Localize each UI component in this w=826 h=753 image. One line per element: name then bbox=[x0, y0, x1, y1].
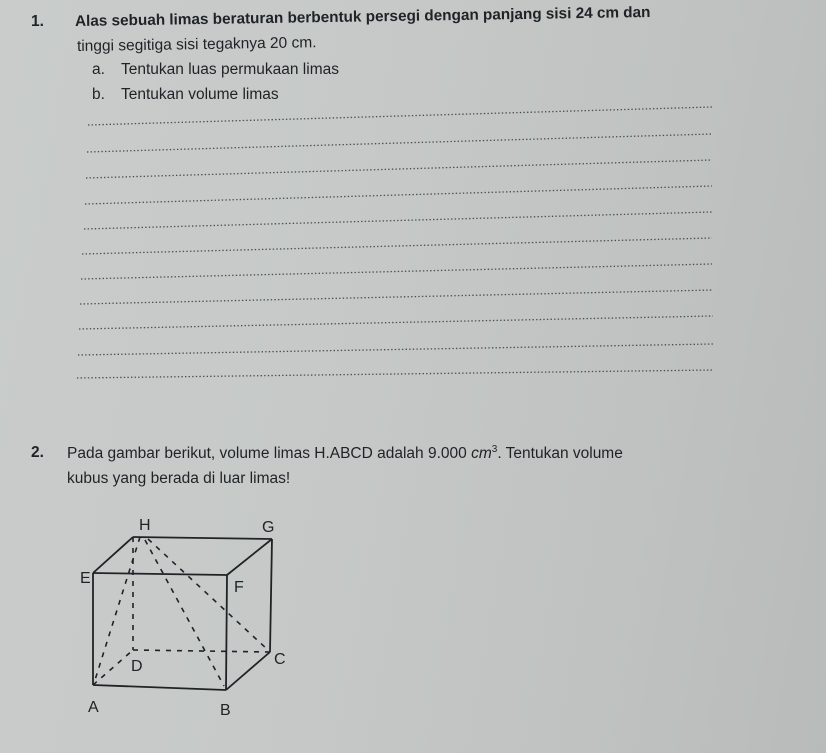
answer-line bbox=[78, 344, 713, 355]
answer-line bbox=[80, 290, 713, 304]
vertex-label-e: E bbox=[80, 570, 91, 587]
vertex-label-h: H bbox=[139, 517, 151, 534]
vertex-label-a: A bbox=[88, 699, 99, 716]
vertex-label-b: B bbox=[220, 702, 231, 719]
volume-unit-exponent: 3 bbox=[491, 444, 498, 455]
question-1a-label: a. bbox=[92, 61, 105, 78]
cube-pyramid-figure bbox=[70, 505, 330, 720]
question-1b-text: Tentukan volume limas bbox=[121, 86, 279, 103]
volume-value: 9.000 bbox=[427, 445, 467, 463]
edge-fb bbox=[226, 575, 227, 690]
vertex-label-c: C bbox=[274, 651, 286, 668]
pyramid-edge-hb bbox=[145, 540, 224, 686]
answer-line bbox=[84, 212, 712, 229]
question-2-line-2: kubus yang berada di luar limas! bbox=[67, 470, 291, 487]
edge-gc bbox=[270, 539, 272, 652]
vertex-label-d: D bbox=[131, 658, 143, 675]
edge-ab bbox=[93, 685, 226, 690]
answer-line bbox=[88, 107, 712, 125]
question-1-number: 1. bbox=[31, 13, 44, 30]
question-1a-text: Tentukan luas permukaan limas bbox=[121, 61, 339, 78]
question-2-line-1 bbox=[67, 444, 623, 463]
answer-line bbox=[87, 134, 712, 152]
edge-dc bbox=[133, 650, 270, 652]
answer-line bbox=[82, 238, 712, 254]
vertex-label-f: F bbox=[234, 579, 244, 596]
answer-line bbox=[77, 370, 714, 378]
answer-line bbox=[85, 186, 712, 204]
volume-unit: cm bbox=[471, 445, 492, 463]
edge-fg bbox=[227, 539, 272, 575]
question-1-line-2: tinggi segitiga sisi tegaknya 20 cm. bbox=[76, 34, 317, 55]
answer-line bbox=[81, 264, 712, 279]
edge-hg bbox=[133, 537, 272, 539]
question-2-text-end: . Tentukan volume bbox=[497, 445, 623, 463]
answer-line bbox=[86, 160, 712, 178]
question-1-line-1: Alas sebuah limas beraturan berbentuk persegi dengan panjang sisi 24 cm dan bbox=[74, 3, 651, 30]
question-2-text-start: Pada gambar berikut, volume limas H.ABCD adalah bbox=[67, 445, 428, 463]
answer-line bbox=[79, 316, 713, 329]
edge-ef bbox=[93, 573, 227, 575]
edge-eh bbox=[93, 537, 133, 573]
edge-bc bbox=[226, 652, 270, 690]
question-2-number: 2. bbox=[31, 444, 44, 461]
vertex-label-g: G bbox=[262, 519, 275, 536]
question-1b-label: b. bbox=[92, 86, 105, 103]
